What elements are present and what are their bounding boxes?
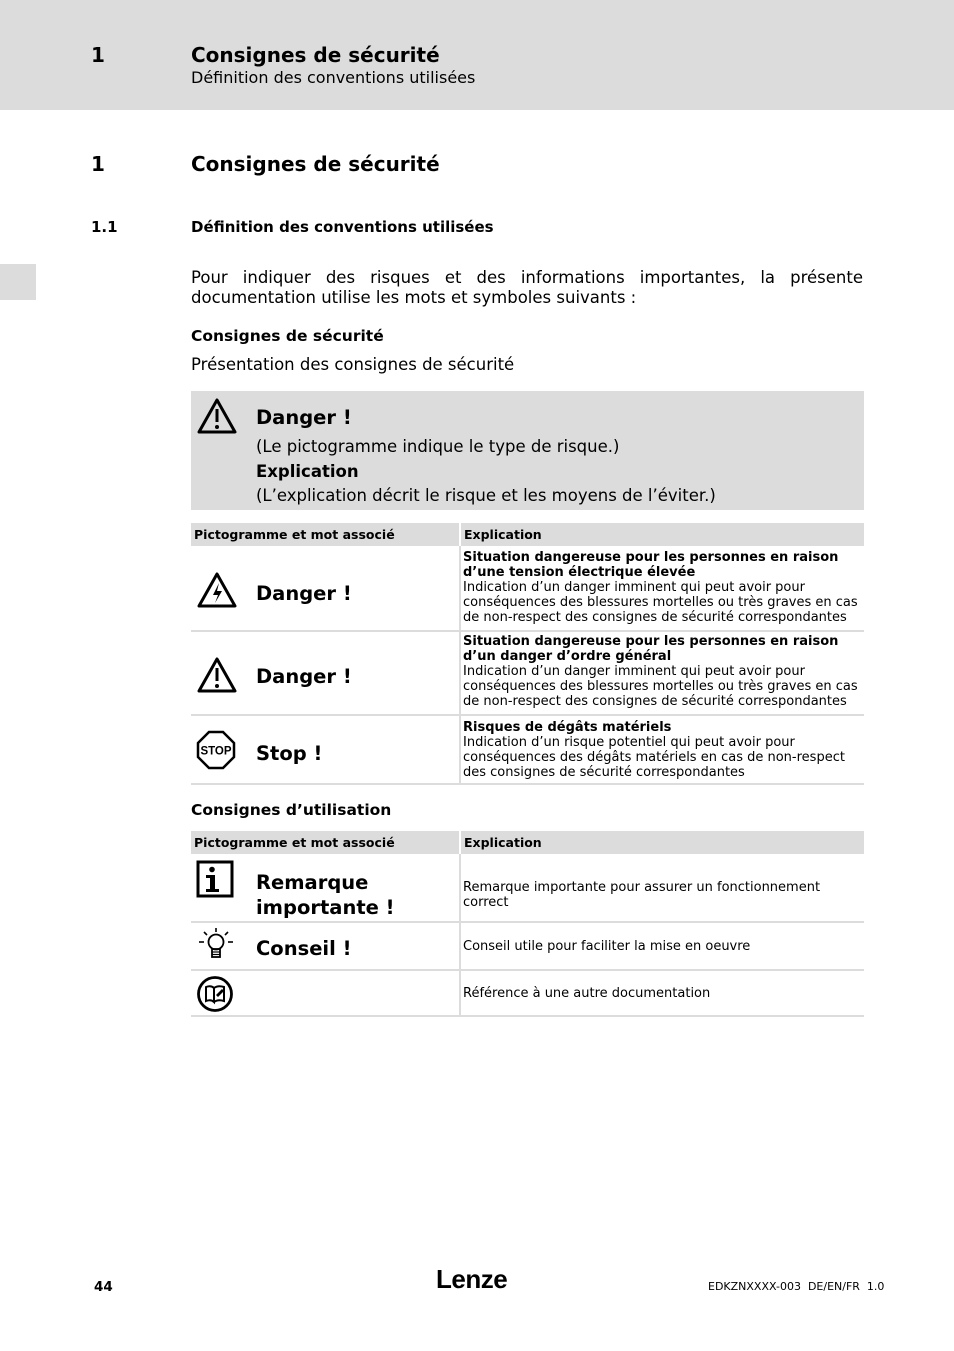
table-header-explanation: Explication bbox=[461, 831, 864, 854]
side-tab-marker bbox=[0, 264, 36, 300]
explanation-cell bbox=[463, 720, 861, 780]
explanation-title: Risques de dégâts matériels bbox=[463, 720, 672, 735]
example-pictogram-note: (Le pictogramme indique le type de risque.) bbox=[256, 437, 620, 456]
table-row bbox=[191, 546, 864, 632]
signal-word: Danger ! bbox=[256, 582, 352, 605]
usage-heading: Consignes d’utilisation bbox=[191, 801, 392, 819]
explanation-title: Situation dangereuse pour les personnes en raison d’une tension électrique élevée bbox=[463, 550, 839, 580]
general-danger-icon bbox=[196, 656, 238, 698]
explanation-cell bbox=[463, 634, 861, 709]
signal-word-line2: importante ! bbox=[256, 896, 395, 919]
signal-word: Conseil ! bbox=[256, 937, 352, 960]
table-header-explanation: Explication bbox=[461, 523, 864, 546]
signal-word-line1: Remarque bbox=[256, 871, 369, 894]
table-row bbox=[191, 971, 864, 1017]
explanation-text: Indication d’un danger imminent qui peut avoir pour conséquences des blessures mortelles ou très graves en cas de non-respect des consignes de sécurité correspondantes bbox=[463, 664, 858, 709]
electrical-hazard-icon bbox=[196, 571, 238, 613]
table-header-pictogram: Pictogramme et mot associé bbox=[191, 831, 459, 854]
header-section-subtitle: Définition des conventions utilisées bbox=[191, 68, 476, 87]
table-row bbox=[191, 716, 864, 785]
table-row bbox=[191, 923, 864, 971]
explanation-text: Indication d’un risque potentiel qui peut avoir pour conséquences des dégâts matériels en cas de non-respect des consignes de sécurité correspondantes bbox=[463, 735, 845, 780]
heading2-number: 1.1 bbox=[91, 218, 118, 236]
table-row bbox=[191, 854, 864, 923]
signal-word: Danger ! bbox=[256, 665, 352, 688]
example-explanation-note: (L’explication décrit le risque et les moyens de l’éviter.) bbox=[256, 486, 716, 505]
table-row bbox=[191, 632, 864, 716]
brand-logo: Lenze bbox=[436, 1264, 508, 1294]
stop-sign-icon bbox=[196, 730, 236, 774]
info-icon bbox=[196, 860, 234, 902]
lightbulb-icon bbox=[196, 926, 236, 970]
heading1-number: 1 bbox=[91, 152, 105, 176]
table-header-pictogram: Pictogramme et mot associé bbox=[191, 523, 459, 546]
safety-heading: Consignes de sécurité bbox=[191, 327, 384, 345]
explanation-text: Remarque importante pour assurer un fonctionnement correct bbox=[463, 880, 821, 910]
example-signal-word: Danger ! bbox=[256, 406, 352, 429]
explanation-cell bbox=[463, 550, 861, 625]
safety-table bbox=[191, 523, 864, 785]
safety-subheading: Présentation des consignes de sécurité bbox=[191, 355, 515, 374]
stop-sign-text: STOP bbox=[200, 745, 232, 758]
explanation-title: Situation dangereuse pour les personnes en raison d’un danger d’ordre général bbox=[463, 634, 839, 664]
reference-document-icon bbox=[196, 975, 234, 1017]
header-chapter-title: Consignes de sécurité bbox=[191, 43, 440, 67]
document-id: EDKZNXXXX-003 DE/EN/FR 1.0 bbox=[708, 1280, 885, 1293]
heading1-title: Consignes de sécurité bbox=[191, 152, 440, 176]
header-chapter-number: 1 bbox=[91, 43, 105, 67]
warning-triangle-icon bbox=[196, 397, 238, 439]
explanation-text: Indication d’un danger imminent qui peut avoir pour conséquences des blessures mortelles ou très graves en cas de non-respect des consignes de sécurité correspondantes bbox=[463, 580, 858, 625]
explanation-text: Conseil utile pour faciliter la mise en oeuvre bbox=[463, 939, 751, 954]
safety-example-box bbox=[191, 391, 864, 510]
explanation-text: Référence à une autre documentation bbox=[463, 986, 711, 1001]
example-explanation-label: Explication bbox=[256, 462, 359, 481]
page-number: 44 bbox=[94, 1279, 113, 1295]
usage-table bbox=[191, 831, 864, 1017]
header-band bbox=[0, 0, 954, 110]
heading2-title: Définition des conventions utilisées bbox=[191, 218, 494, 236]
signal-word: Stop ! bbox=[256, 742, 323, 765]
intro-paragraph: Pour indiquer des risques et des informations importantes, la présente documentation utilise les mots et symboles suivants : bbox=[191, 268, 863, 307]
